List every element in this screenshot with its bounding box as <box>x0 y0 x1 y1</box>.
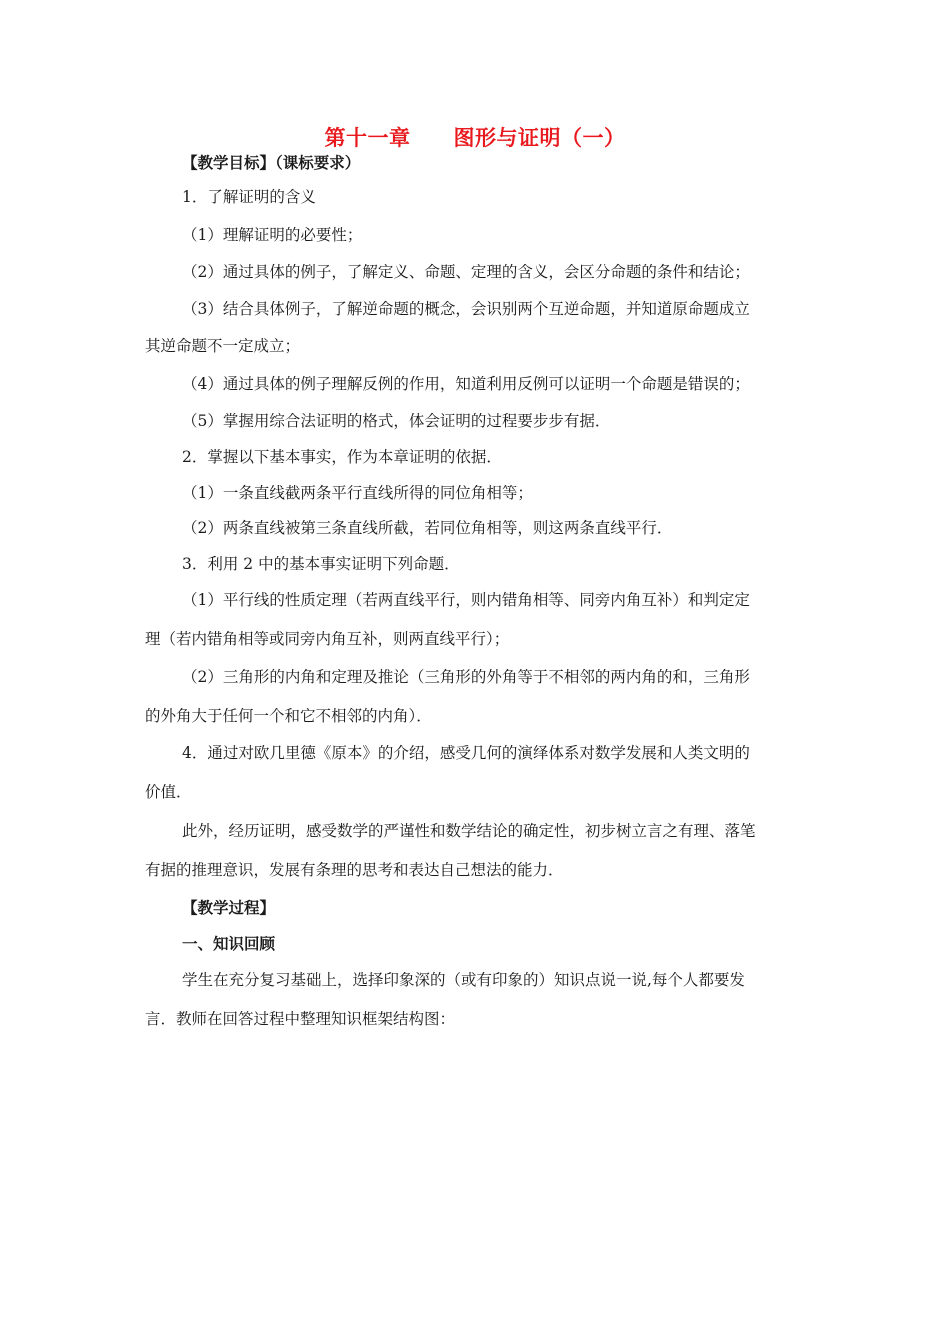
section-paragraph: 学生在充分复习基础上，选择印象深的（或有印象的）知识点说一说,每个人都要发 <box>182 971 745 989</box>
extra-paragraph-continued: 有据的推理意识，发展有条理的思考和表达自己想法的能力． <box>145 861 564 879</box>
goal-item-1-5: （5）掌握用综合法证明的格式，体会证明的过程要步步有据． <box>182 412 611 430</box>
goal-item-1-2: （2）通过具体的例子，了解定义、命题、定理的含义，会区分命题的条件和结论； <box>182 263 750 281</box>
goal-item-1-3: （3）结合具体例子，了解逆命题的概念，会识别两个互逆命题，并知道原命题成立 <box>182 300 750 318</box>
extra-paragraph: 此外，经历证明，感受数学的严谨性和数学结论的确定性，初步树立言之有理、落笔 <box>182 822 756 840</box>
goal-item-2: 2．掌握以下基本事实，作为本章证明的依据． <box>182 448 502 466</box>
section-paragraph-continued: 言．教师在回答过程中整理知识框架结构图： <box>145 1010 456 1028</box>
goal-item-4-continued: 价值． <box>145 783 192 801</box>
goal-item-1-3-continued: 其逆命题不一定成立； <box>145 337 301 355</box>
goal-item-1: 1．了解证明的含义 <box>182 188 316 206</box>
goals-heading: 【教学目标】（课标要求） <box>182 154 361 172</box>
goal-item-1-1: （1）理解证明的必要性； <box>182 226 363 244</box>
goal-item-1-4: （4）通过具体的例子理解反例的作用，知道利用反例可以证明一个命题是错误的； <box>182 375 750 393</box>
goal-item-3-1: （1）平行线的性质定理（若两直线平行，则内错角相等、同旁内角互补）和判定定 <box>182 591 750 609</box>
goal-item-3: 3．利用 2 中的基本事实证明下列命题． <box>182 555 460 573</box>
process-heading: 【教学过程】 <box>182 899 276 917</box>
goal-item-3-2-continued: 的外角大于任何一个和它不相邻的内角）． <box>145 707 432 725</box>
goal-item-3-2: （2）三角形的内角和定理及推论（三角形的外角等于不相邻的两内角的和，三角形 <box>182 668 750 686</box>
goal-item-2-2: （2）两条直线被第三条直线所截，若同位角相等，则这两条直线平行． <box>182 519 673 537</box>
goal-item-4: 4．通过对欧几里德《原本》的介绍，感受几何的演绎体系对数学发展和人类文明的 <box>182 744 750 762</box>
goal-item-3-1-continued: 理（若内错角相等或同旁内角互补，则两直线平行）； <box>145 630 510 648</box>
chapter-title: 第十一章 图形与证明（一） <box>324 126 626 150</box>
section-heading: 一、知识回顾 <box>182 935 276 953</box>
goal-item-2-1: （1）一条直线截两条平行直线所得的同位角相等； <box>182 484 533 502</box>
